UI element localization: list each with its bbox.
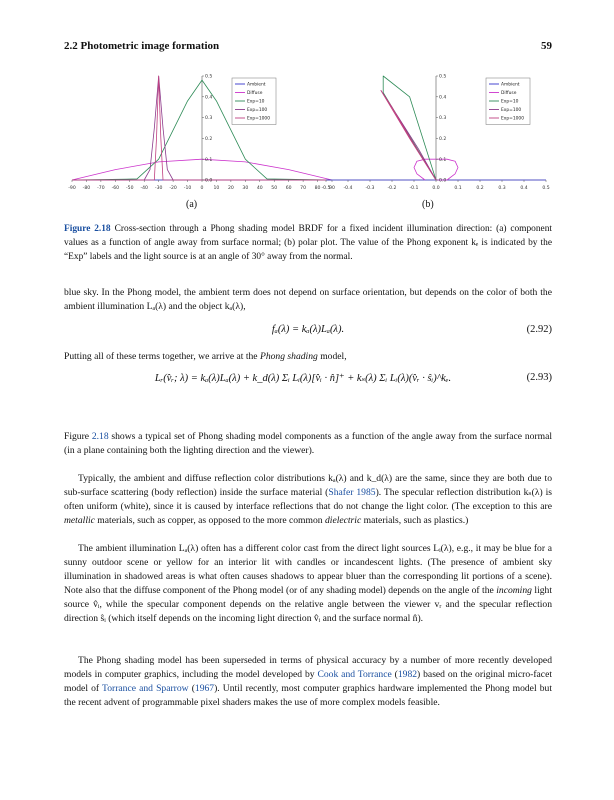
chartB-x-tick-label: -0.3 [365,186,375,191]
chartA-x-tick-label: 60 [285,186,292,191]
paragraph-3 [64,430,552,458]
chartA-x-tick-label: 10 [213,186,220,191]
chartA-x-tick-label: -40 [140,186,148,191]
chartB-x-tick-label: 0.4 [520,186,528,191]
chartA-x-tick-label: -50 [126,186,134,191]
p2-text-b: model, [317,351,347,362]
figure-reference-link[interactable]: 2.18 [91,431,109,442]
p6-text-a: The Phong shading model has been superseded in terms of physical accuracy by a number of more recently developed models in computer graphics, including the model developed by [64,655,552,680]
chartB-x-tick-label: -0.1 [409,186,419,191]
citation-shafer-link[interactable]: Shafer 1985 [328,487,376,498]
p6-text-c: ) based on the original micro-facet model of [64,669,552,694]
paragraph-2 [64,350,552,364]
chartB-x-tick-label: 0.5 [542,186,550,191]
chartA-x-tick-label: 90 [329,186,335,191]
p6-text-b: ( [391,669,398,680]
chartA-x-tick-label: 50 [271,186,278,191]
equation-2-92-body: fₐ(λ) = kₐ(λ)Lₐ(λ). [271,324,345,335]
chartA-y-tick-label: 0.5 [205,74,213,80]
citation-1967-link[interactable]: 1967 [194,683,215,694]
equation-2-92-number: (2.92) [526,324,552,335]
p4-text-d: materials, such as plastics.) [361,515,469,526]
chartA-x-tick-label: -90 [68,186,76,191]
chartA-y-tick-label: 0.3 [205,116,213,122]
chartA-y-tick-label: 0.4 [205,95,213,101]
chart-b [318,64,554,196]
equation-2-92 [64,324,552,342]
p3-text-a: Figure [64,431,92,442]
equation-2-93-body: Lᵣ(v̂ᵣ; λ) = kₐ(λ)Lₐ(λ) + k_d(λ) Σᵢ Lᵢ(λ)[v̂ᵢ · n̂]⁺ + kₛ(λ) Σᵢ Lᵢ(λ)(v̂ᵣ · ŝᵢ)^kₑ. [154,373,452,384]
chart-a [64,64,340,196]
chartA-x-tick-label: -10 [183,186,192,191]
citation-1982-link[interactable]: 1982 [397,669,418,680]
paragraph-4 [64,472,552,528]
chartB-x-tick-label: 0.3 [498,186,506,191]
p4-text-a: Typically, the ambient and diffuse reflection color distributions kₐ(λ) and k_d(λ) are the same, since they are both due to sub-surface scattering (body reflection) inside the surface material ( [64,473,552,498]
citation-cook-torrance-link[interactable]: Cook and Torrance [317,669,392,680]
caption-text: Cross-section through a Phong shading model BRDF for a fixed incident illumination direction: (a) component values as a function of angle away from surface normal; (b) polar plot. The value of the Phong exponent kₑ is indicated by the “Exp” labels and the light source is at an angle of 30° away from the normal. [64,224,552,262]
chartB-series-exp-1000 [381,91,436,180]
chartB-x-tick-label: -0.4 [343,186,353,191]
figure-caption [64,222,552,264]
page-number: 59 [541,40,552,52]
chartB-y-tick-label: 0.5 [439,74,447,80]
p5-text-a: The ambient illumination Lₐ(λ) often has a different color cast from the direct light sources Lᵢ(λ), e.g., it may be blue for a sunny outdoor scene or yellow for an interior lit with candles or incandescent lights. (The presence of ambient sky illumination in shadowed areas is what often causes shadows to appear bluer than the corresponding lit portions of a scene). Note also that the diffuse component of the Phong model (or of any shading model) depends on the angle of the [64,543,552,596]
chartB-legend-label: Exp=1000 [501,116,525,122]
chartB-x-tick-label: -0.2 [387,186,397,191]
chartB-legend-label: Exp=10 [501,99,519,105]
chart-b-legend [486,78,530,125]
chartA-y-tick-label: 0.0 [205,178,213,184]
subfigure-label-a: (a) [186,199,198,210]
chartA-y-tick-label: 0.1 [205,157,213,163]
paragraph-1: blue sky. In the Phong model, the ambient term does not depend on surface orientation, but depends on the color of both the ambient illumination Lₐ(λ) and the object kₐ(λ), [64,287,552,312]
chartA-x-tick-label: -60 [111,186,120,191]
p5-emphasis: incoming [496,585,532,596]
p6-text-d: ( [188,683,195,694]
p2-text-a: Putting all of these terms together, we arrive at the [64,351,260,362]
p6-text-e: ). Until recently, most computer graphics hardware implemented the Phong model but the recent advent of programmable pixel shaders makes the use of more complex models feasible. [64,683,552,708]
chartB-legend-label: Diffuse [501,91,517,97]
chartA-legend-label: Diffuse [247,91,263,97]
chartB-y-tick-label: 0.2 [439,137,447,142]
chartB-y-tick-label: 0.0 [439,178,447,184]
chartA-x-tick-label: 80 [314,186,321,191]
chartB-x-tick-label: 0.1 [454,186,462,191]
p3-text-b: shows a typical set of Phong shading model components as a function of the angle away from the surface normal (in a plane containing both the lighting direction and the viewer). [64,431,552,456]
p4-emphasis-metallic: metallic [64,515,95,526]
p4-emphasis-dielectric: dielectric [324,515,362,526]
section-title: 2.2 Photometric image formation [64,40,220,52]
chartB-legend-label: Exp=100 [501,108,522,114]
p4-text-c: materials, such as copper, as opposed to the more common [94,515,325,526]
equation-2-93 [64,372,552,390]
chartB-x-tick-label: -0.5 [321,186,331,191]
chartA-legend-label: Exp=100 [247,108,268,114]
chartA-x-tick-label: -70 [97,186,105,191]
chartA-x-tick-label: -20 [169,186,177,191]
p5-text-b: light source v̂ᵢ, while the specular component depends on the relative angle between the viewer vᵣ and the specular reflection direction ŝᵢ (which itself depends on the incoming light direction v̂ᵢ and the surface normal n̂). [64,585,552,624]
chartA-legend-label: Exp=10 [247,99,265,105]
chartA-x-tick-label: -80 [82,186,91,191]
citation-torrance-sparrow-link[interactable]: Torrance and Sparrow [102,683,189,694]
subfigure-label-b: (b) [422,199,434,210]
chartB-x-tick-label: 0.0 [432,186,440,191]
equation-2-93-number: (2.93) [526,372,552,383]
chartB-legend-label: Ambient [501,82,520,88]
chartA-x-tick-label: -30 [154,186,163,191]
chartA-x-tick-label: 40 [256,186,263,191]
chart-a-legend [232,78,276,125]
chartA-legend-label: Exp=1000 [247,116,271,122]
p4-text-b: ). The specular reflection distribution kₛ(λ) is often uniform (white), since it is caused by interface reflections that do not change the light color. (The exception to this are [64,487,553,512]
chartA-x-tick-label: 0 [200,186,204,191]
chartA-legend-label: Ambient [247,82,266,88]
chartB-y-tick-label: 0.4 [439,95,447,101]
running-header [64,40,552,56]
chartA-x-tick-label: 70 [300,186,307,191]
caption-label: Figure 2.18 [64,224,111,234]
paragraph-6 [64,654,552,710]
chartA-x-tick-label: 30 [242,186,249,191]
chartB-series-exp-10 [383,76,436,180]
chartB-y-tick-label: 0.1 [439,157,447,163]
chartB-y-tick-label: 0.3 [439,116,447,122]
chartB-x-tick-label: 0.2 [476,186,484,191]
p2-emphasis: Phong shading [259,351,318,362]
chartA-x-tick-label: 20 [227,186,234,191]
chartA-y-tick-label: 0.2 [205,137,213,142]
paragraph-5 [64,542,552,626]
